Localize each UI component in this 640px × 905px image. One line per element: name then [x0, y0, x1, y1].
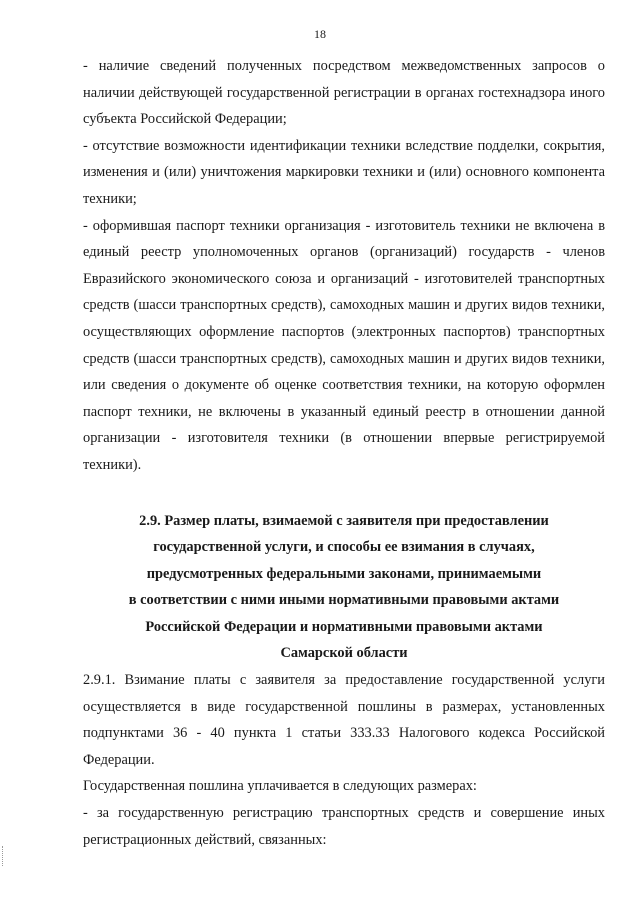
- scan-margin-mark: [2, 846, 6, 866]
- heading-line: государственной услуги, и способы ее взимания в случаях,: [153, 539, 535, 556]
- bullet-item: - оформившая паспорт техники организация - изготовитель техники не включена в единый реестр уполномоченных органов (организаций) государств - членов Евразийского экономического союза и организаций - изготовителей транспортных средств (шасси транспортных средств), самоходных машин и других видов техники, осуществляющих оформление паспортов (электронных паспортов) транспортных средств (шасси транспортных средств), самоходных машин и других видов техники, или сведения о документе об оценке соответствия техники, на которую оформлен паспорт техники, не включены в указанный единый реестр в отношении данной организации - изготовителя техники (в отношении впервые регистрируемой техники).: [83, 217, 605, 473]
- heading-line: в соответствии с ними иными нормативными правовыми актами: [128, 592, 560, 609]
- section-body: [83, 667, 605, 853]
- page-number: 18: [314, 27, 326, 41]
- heading-line: Российской Федерации и нормативными правовыми актами: [145, 618, 543, 635]
- section-heading: [83, 508, 605, 668]
- bullet-item: - наличие сведений полученных посредством межведомственных запросов о наличии действующей государственной регистрации в органах гостехнадзора иного субъекта Российской Федерации;: [83, 58, 605, 128]
- section-paragraph: - за государственную регистрацию транспортных средств и совершение иных регистрационных действий, связанных:: [83, 805, 605, 848]
- bullet-item: - отсутствие возможности идентификации техники вследствие подделки, сокрытия, изменения и (или) уничтожения маркировки техники и (или) основного компонента техники;: [83, 137, 605, 207]
- section-paragraph: Государственная пошлина уплачивается в следующих размерах:: [83, 778, 477, 795]
- bullet-list: [83, 53, 605, 479]
- heading-line: 2.9. Размер платы, взимаемой с заявителя при предоставлении: [139, 512, 549, 529]
- page-content: [83, 53, 605, 853]
- heading-line: Самарской области: [280, 645, 408, 662]
- heading-line: предусмотренных федеральными законами, принимаемыми: [146, 565, 542, 582]
- section-paragraph: 2.9.1. Взимание платы с заявителя за предоставление государственной услуги осуществляется в виде государственной пошлины в размерах, установленных подпунктами 36 - 40 пункта 1 статьи 333.33 Налогового кодекса Российской Федерации.: [83, 672, 605, 768]
